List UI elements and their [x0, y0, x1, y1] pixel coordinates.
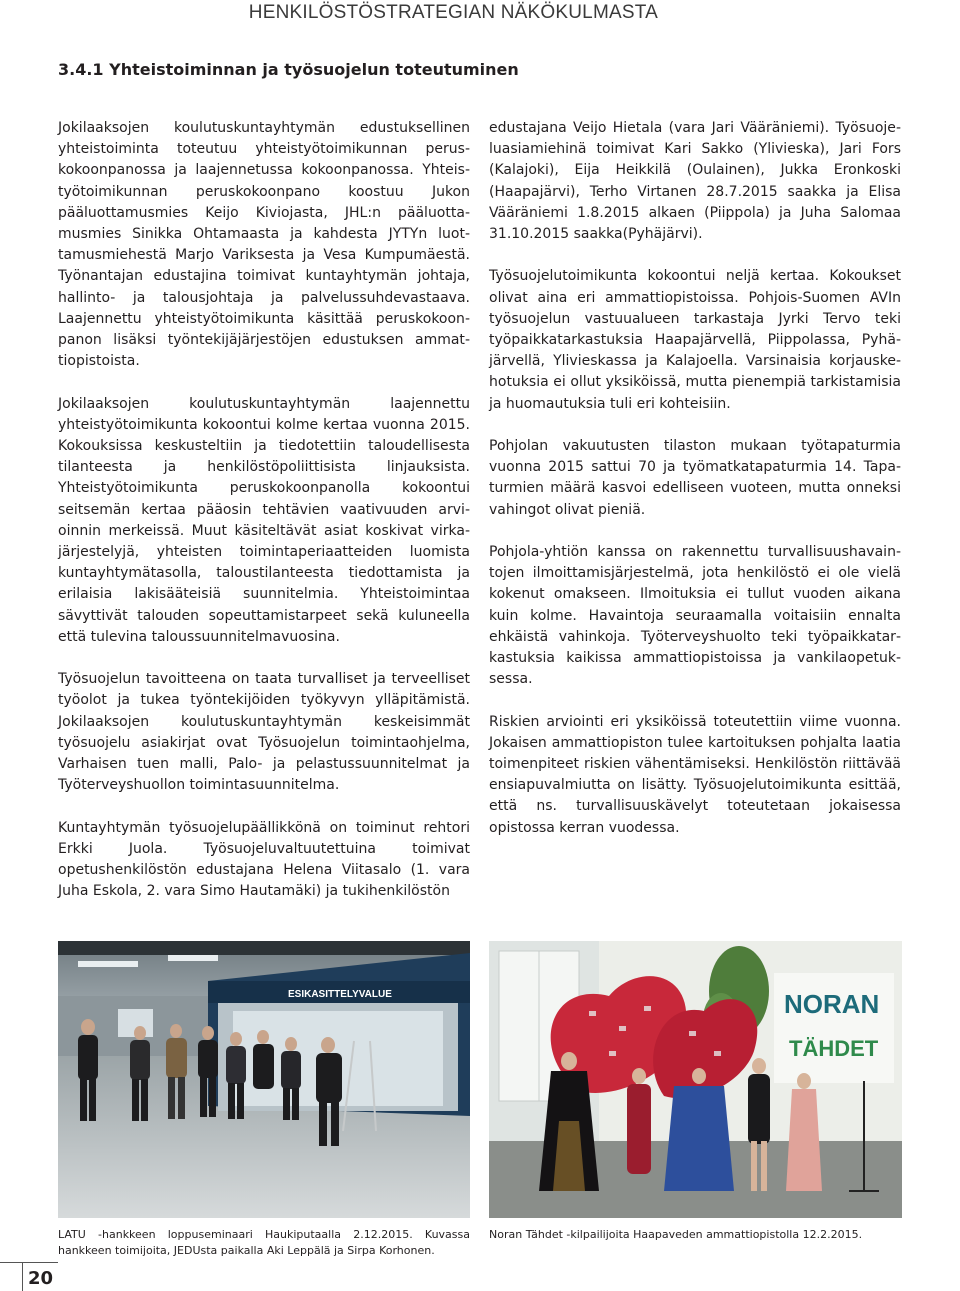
paragraph: Riskien arviointi eri yksiköissä toteutettiin viime vuonna. Jokaisen ammattiopiston tulee kartoituksen pohjalta laatia toimenpiteet riskien vähentämiseksi. Henkilöstön riittävää ensiapuvalmiutta on lisätty. Työsuojelutoimikunta esittää, että ns. turvallisuuskävelyt toteutetaan jokaisessa opistossa kerran vuodessa.: [489, 713, 901, 836]
left-photo-caption: LATU -hankkeen loppuseminaari Haukiputaalla 2.12.2015. Kuvassa hankkeen toimijoita, JEDUsta paikalla Aki Leppälä ja Sirpa Korhonen.: [58, 1228, 470, 1257]
banner-text-tahdet: TÄHDET: [789, 1036, 879, 1061]
booth-sign-text: ESIKASITTELYVALUE: [288, 989, 392, 1000]
paragraph: Työsuojelutoimikunta kokoontui neljä kertaa. Kokoukset olivat aina eri ammattiopistoissa. Pohjois-Suomen AVIn työsuojelun vastuualueen tarkastaja Jyrki Tervo teki työpaikkatarkastuksia Haapajärvellä, Piippolassa, Pyhäjärvellä, Ylivieskassa ja Kalajoella. Varsinaisia korjauskehotuksia ei ollut yksiköissä, mutta pienempiä tarkistamisia ja huomautuksia tuli eri kohteisiin.: [489, 268, 901, 412]
running-header: HENKILÖSTÖSTRATEGIAN NÄKÖKULMASTA: [248, 2, 658, 23]
contest-photo-illustration: [489, 941, 902, 1218]
noran-tahdet-photo: [489, 941, 902, 1218]
seminar-group-photo: [58, 941, 470, 1218]
paragraph: edustajana Veijo Hietala (vara Jari Vääräniemi). Työsuojeluasiamiehinä toimivat Kari Sakko (Ylivieska), Jari Fors (Kalajoki), Eija Heikkilä (Oulainen), Jukka Eronkoski (Haapajärvi), Terho Virtanen 28.7.2015 saakka ja Elisa Vääräniemi 1.8.2015 alkaen (Piippola) ja Juha Salomaa 31.10.2015 saakka(Pyhäjärvi).: [489, 120, 901, 243]
right-photo-caption: Noran Tähdet -kilpailijoita Haapaveden ammattiopistolla 12.2.2015.: [489, 1228, 863, 1241]
paragraph: Pohjolan vakuutusten tilaston mukaan työtapaturmia vuonna 2015 sattui 70 ja työmatkatapaturmia 14. Tapaturmien määrä kasvoi edelliseen vuoteen, mutta onneksi vahingot olivat pieniä.: [489, 438, 901, 518]
page-number: 20: [28, 1268, 54, 1289]
banner-text-noran: NORAN: [784, 989, 880, 1019]
right-text-column: [489, 118, 901, 839]
paragraph: Pohjola-yhtiön kanssa on rakennettu turvallisuushavaintojen ilmoittamisjärjestelmä, jota henkilöstö ei ole vielä kokenut omakseen. Ilmoituksia ei tullut vuoden aikana kuin kolme. Havaintoja seuraamalla voitaisiin ennalta ehkäistä vahinkoja. Työterveyshuolto teki työpaikkatarkastuksia kaikissa ammattiopistoissa ja vankilaopetuksessa.: [489, 544, 901, 688]
paragraph: Työsuojelun tavoitteena on taata turvalliset ja terveelliset työolot ja tukea työntekijöiden työkyvyn ylläpitämistä. Jokilaaksojen koulutuskuntayhtymän keskeisimmät työsuojelu asiakirjat ovat Työsuojelun toimintaohjelma, Varhaisen tuen malli, Palo- ja pelastussuunnitelmat ja Työterveyshuollon toimintasuunnitelma.: [58, 671, 470, 794]
left-text-column: [58, 118, 470, 902]
page-number-rule: [0, 1262, 24, 1263]
seminar-photo-illustration: [58, 941, 470, 1218]
section-title: 3.4.1 Yhteistoiminnan ja työsuojelun toteutuminen: [58, 60, 519, 79]
paragraph: Jokilaaksojen koulutuskuntayhtymän edustuksellinen yhteistoiminta toteutuu yhteistyötoimikunnan peruskokoonpanossa ja laajennetussa kokoonpanossa. Yhteistyötoimikunnan peruskokoonpano koostuu Jukon pääluottamusmies Keijo Kiviojasta, JHL:n pääluottamusmies Sinikka Ohtamaasta ja kahdesta JYTYn luottamusmiehestä Marjo Variksesta ja Vesa Kumpumäestä. Työnantajan edustajina toimivat kuntayhtymän johtaja, hallinto- ja talousjohtaja ja palvelussuhdevastaava. Laajennettu yhteistyötoimikunta käsittää peruskokoonpanon lisäksi työntekijäjärjestöjen edustuksen ammattiopistoista.: [58, 120, 470, 370]
paragraph: Jokilaaksojen koulutuskuntayhtymän laajennettu yhteistyötoimikunta kokoontui kolme kertaa vuonna 2015. Kokouksissa keskusteltiin ja tiedotettiin taloudellisesta tilanteesta ja henkilöstöpoliittisista linjauksista. Yhteistyötoimikunta peruskokoonpanolla kokoontui seitsemän kertaa pääosin tehtävien vaativuuden arvioinnin merkeissä. Muut käsiteltävät asiat koskivat virkajärjestelyjä, yhteisten toimintaperiaatteiden luomista kuntayhtymätasolla, taloustilanteesta tiedottamista ja erilaisia lakisääteisiä suunnitelmia. Yhteistoimintaa sävyttivät talouden sopeuttamistarpeet sekä kuluneella että tulevina taloussuunnitelmavuosina.: [58, 395, 470, 645]
paragraph: Kuntayhtymän työsuojelupäällikkönä on toiminut rehtori Erkki Juola. Työsuojeluvaltuutettuina toimivat opetushenkilöstön edustajana Helena Viitasalo (1. vara Juha Eskola, 2. vara Simo Hautamäki) ja tukihenkilöstön: [58, 819, 470, 900]
